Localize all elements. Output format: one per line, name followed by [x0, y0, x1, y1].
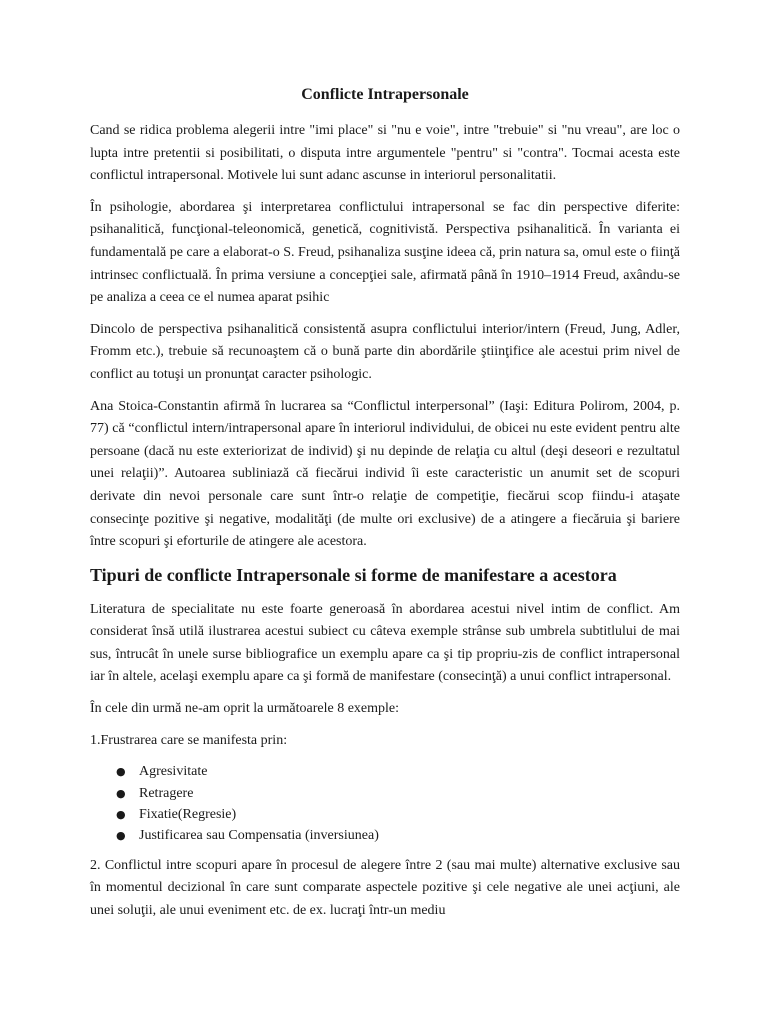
list-item-text: Justificarea sau Compensatia (inversiunea)	[139, 828, 379, 844]
list-item	[116, 804, 680, 825]
list-item	[116, 761, 680, 782]
document-title: Conflicte Intrapersonale	[301, 86, 469, 103]
bullet-dot-icon: ●	[116, 829, 126, 843]
list-item-text: Retragere	[139, 785, 194, 801]
paragraph-stoica-constantin: Ana Stoica-Constantin afirmă în lucrarea sa “Conflictul interpersonal” (Iaşi: Editura Polirom, 2004, p. 77) că “conflictul intern/intrapersonal apare în interiorul individului, de obicei nu este evident pentru alte persoane (dacă nu este exteriorizat de individ) şi nu depinde de relaţia cu altul (deşi deseori e rezultatul unei relaţii)”. Autoarea subliniază că fiecărui individ îi este caracteristic un anumit set de scopuri derivate din nevoi personale care sunt într-o relaţie de competiţie, fiecărui scop fiindu-i ataşate consecinţe pozitive şi negative, modalităţi (de multe ori exclusive) de a atingere a fiecăruia şi bariere între scopuri şi eforturile de atingere ale acestora.	[90, 398, 680, 550]
paragraph-frustration: 1.Frustrarea care se manifesta prin:	[90, 732, 288, 748]
paragraph-beyond-psychoanalysis: Dincolo de perspectiva psihanalitică consistentă asupra conflictului interior/intern (Freud, Jung, Adler, Fromm etc.), trebuie să recunoaştem că o bună parte din abordările ştiinţifice ale acestui prim nivel de conflict au totuşi un pronunţat caracter psihologic.	[90, 321, 680, 382]
paragraph-psychology: În psihologie, abordarea şi interpretarea conflictului intrapersonal se fac din perspective diferite: psihanalitică, funcţional-teleonomică, genetică, cognitivistă. Perspectiva psihanalitică. În varianta ei fundamentală pe care a elaborat-o S. Freud, psihanaliza susţine ideea că, prin natura sa, omul este o fiinţă intrinsec conflictuală. În prima versiune a concepţiei sale, afirmată până în 1910–1914 Freud, axându-se pe analiza a ceea ce el numea aparat psihic	[90, 199, 680, 306]
list-item-text: Agresivitate	[139, 764, 208, 780]
bullet-dot-icon: ●	[116, 808, 126, 822]
list-item	[116, 783, 680, 804]
paragraph-intro: Cand se ridica problema alegerii intre "imi place" si "nu e voie", intre "trebuie" si "nu vreau", are loc o lupta intre pretentii si posibilitati, o disputa intre argumentele "pentru" si "contra". Tocmai acesta este conflictul intrapersonal. Motivele lui sunt adanc ascunse in interiorul personalitatii.	[90, 123, 680, 184]
paragraph-examples-intro: În cele din urmă ne-am oprit la următoarele 8 exemple:	[90, 701, 400, 717]
paragraph-goal-conflict: 2. Conflictul intre scopuri apare în procesul de alegere între 2 (sau mai multe) alternative exclusive sau în momentul decizional în care sunt comparate aspectele pozitive şi cele negative ale unei acţiuni, ale unei soluţii, ale unui eveniment etc. de ex. lucraţi într-un mediu	[90, 857, 680, 919]
list-item-text: Fixatie(Regresie)	[139, 807, 237, 823]
bullet-dot-icon: ●	[116, 765, 126, 779]
bullet-dot-icon: ●	[116, 786, 126, 800]
paragraph-literature: Literatura de specialitate nu este foarte generoasă în abordarea acestui nivel intim de conflict. Am considerat însă utilă ilustrarea acestui subiect cu câteva exemple strânse sub umbrela subtitlului de mai sus, întrucât în unele surse bibliografice un exemplu apare ca şi tip propriu-zis de conflict intrapersonal iar în altele, acelaşi exemplu apare ca şi formă de manifestare (consecinţă) a unui conflict intrapersonal.	[90, 601, 680, 685]
section-heading: Tipuri de conflicte Intrapersonale si forme de manifestare a acestora	[90, 564, 617, 585]
list-item	[116, 825, 680, 846]
bullet-list	[90, 761, 680, 847]
